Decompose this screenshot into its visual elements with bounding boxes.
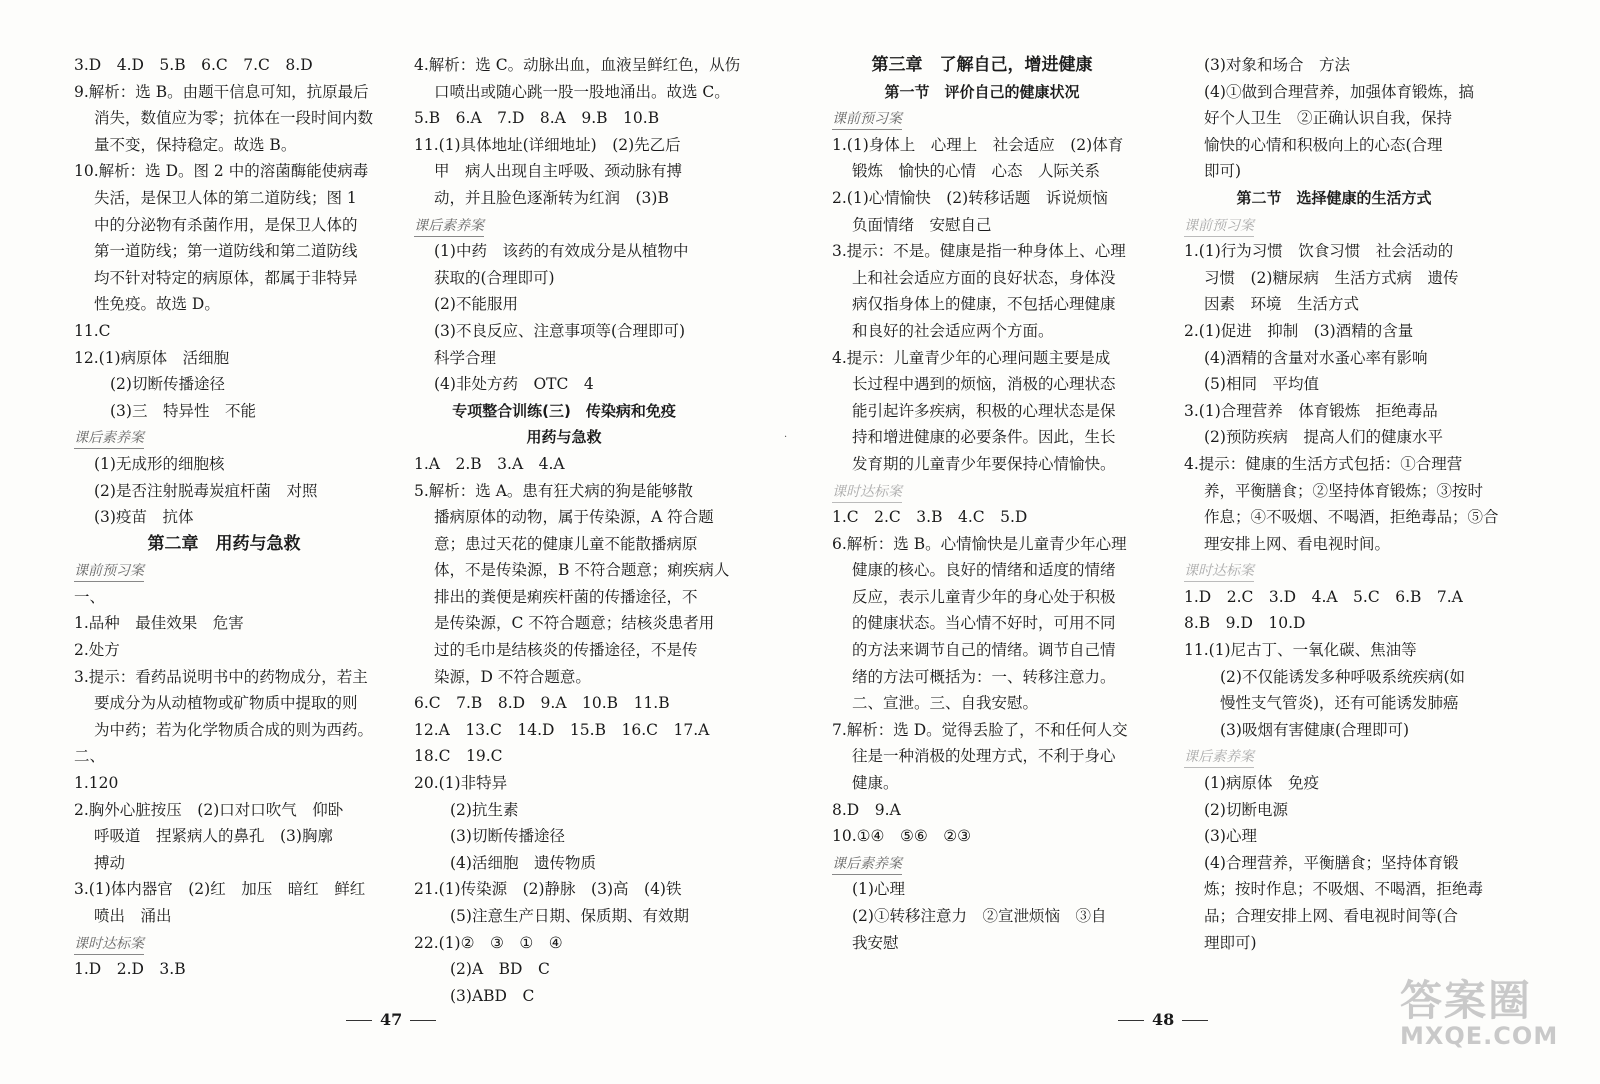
text-line: 是传染源，C 不符合题意；结核炎患者用: [434, 614, 715, 633]
text-line: 失活，是保卫人体的第二道防线；图 1: [94, 188, 357, 207]
text-line: 1.(1)行为习惯 饮食习惯 社会活动的: [1184, 242, 1454, 261]
text-line: 10.解析：选 D。图 2 中的溶菌酶能使病毒: [74, 162, 369, 181]
text-line: (3)疫苗 抗体: [94, 508, 194, 527]
text-line: 持和增进健康的必要条件。因此，生长: [852, 428, 1116, 447]
text-line: 6.解析：选 B。心情愉快是儿童青少年心理: [832, 534, 1127, 553]
text-line: 慢性支气管炎)，还有可能诱发肺癌: [1220, 694, 1459, 713]
section-tag: 课后素养案: [832, 854, 902, 875]
watermark-text: 答案圈: [1400, 976, 1533, 1025]
text-line: 21.(1)传染源 (2)静脉 (3)高 (4)铁: [414, 880, 682, 899]
text-line: 2.(1)心情愉快 (2)转移话题 诉说烦恼: [832, 188, 1108, 207]
section-title: 专项整合训练(三) 传染病和免疫: [452, 401, 676, 420]
text-line: 3.(1)合理营养 体育锻炼 拒绝毒品: [1184, 401, 1438, 420]
text-line: (2)不仅能诱发多种呼吸系统疾病(如: [1220, 667, 1466, 686]
text-line: 品；合理安排上网、看电视时间等(合: [1204, 907, 1459, 925]
text-line: 甲 病人出现自主呼吸、颈动脉有搏: [434, 162, 683, 181]
text-line: (4)酒精的含量对水蚤心率有影响: [1204, 348, 1428, 367]
text-line: (3)心理: [1204, 827, 1257, 846]
text-line: 8.B 9.D 10.D: [1184, 614, 1306, 633]
text-line: 9.解析：选 B。由题干信息可知，抗原最后: [74, 82, 369, 101]
text-line: (2)是否注射脱毒炭疽杆菌 对照: [94, 481, 318, 500]
text-line: 2.(1)促进 抑制 (3)酒精的含量: [1184, 321, 1414, 340]
text-line: 3.提示：看药品说明书中的药物成分，若主: [74, 667, 368, 686]
text-line: (3)切断传播途径: [450, 827, 565, 846]
text-line: (4)①做到合理营养，加强体育锻炼，搞: [1204, 82, 1474, 101]
text-line: (2)A BD C: [450, 960, 550, 979]
text-line: 绪的方法可概括为：一、转移注意力。: [852, 667, 1116, 686]
text-line: 排出的粪便是痢疾杆菌的传播途径，不: [434, 587, 698, 606]
text-line: 8.D 9.A: [832, 800, 901, 819]
text-line: 喷出 涌出: [94, 907, 172, 925]
text-line: (3)三 特异性 不能: [110, 401, 256, 420]
text-line: 1.120: [74, 774, 119, 793]
text-line: 上和社会适应方面的良好状态，身体没: [852, 268, 1116, 287]
text-line: 性免疫。故选 D。: [94, 295, 220, 314]
text-line: 均不针对特定的病原体，都属于非特异: [94, 268, 358, 287]
text-line: (4)合理营养，平衡膳食；坚持体育锻: [1204, 853, 1459, 872]
text-line: 为中药；若为化学物质合成的则为西药。: [94, 720, 374, 739]
section-title: 用药与急救: [526, 428, 602, 447]
text-line: 4.解析：选 C。动脉出血，血液呈鲜红色，从伤: [414, 56, 741, 74]
text-line: 炼；按时作息；不吸烟、不喝酒，拒绝毒: [1204, 880, 1484, 899]
text-line: 动，并且脸色逐渐转为红润 (3)B: [434, 188, 669, 207]
text-line: (5)注意生产日期、保质期、有效期: [450, 907, 689, 925]
section-title: 第二节 选择健康的生活方式: [1236, 188, 1432, 207]
text-line: 口喷出或随心跳一股一股地涌出。故选 C。: [434, 82, 730, 101]
text-line: 因素 环境 生活方式: [1204, 295, 1360, 314]
text-line: 10.①④ ⑤⑥ ②③: [832, 827, 972, 846]
right-page: [800, 0, 1600, 1084]
section-tag: 课后素养案: [414, 216, 484, 237]
text-line: 获取的(合理即可): [434, 268, 555, 287]
text-line: 病仅指身体上的健康，不包括心理健康: [852, 295, 1116, 314]
text-line: 12.(1)病原体 活细胞: [74, 348, 230, 367]
text-line: (3)吸烟有害健康(合理即可): [1220, 720, 1410, 739]
watermark-url: MXQE.COM: [1400, 1022, 1559, 1050]
text-line: 消失，数值应为零；抗体在一段时间内数: [94, 109, 374, 128]
text-line: (3)ABD C: [450, 986, 535, 1005]
text-line: (2)预防疾病 提高人们的健康水平: [1204, 428, 1443, 447]
text-line: 12.A 13.C 14.D 15.B 16.C 17.A: [414, 720, 710, 739]
text-line: 和良好的社会适应两个方面。: [852, 321, 1054, 340]
text-line: (1)中药 该药的有效成分是从植物中: [434, 242, 689, 261]
text-line: 的健康状态。当心情不好时，可用不同: [852, 614, 1116, 633]
text-line: 3.(1)体内器官 (2)红 加压 暗红 鲜红: [74, 880, 366, 899]
text-line: 7.解析：选 D。觉得丢脸了，不和任何人交: [832, 720, 1128, 739]
text-line: (2)①转移注意力 ②宣泄烦恼 ③自: [852, 907, 1107, 925]
text-line: 即可): [1204, 162, 1242, 181]
page-number: 47: [338, 1010, 444, 1029]
text-line: 量不变，保持稳定。故选 B。: [94, 135, 297, 154]
text-line: 愉快的心情和积极向上的心态(合理: [1204, 135, 1443, 154]
text-line: 6.C 7.B 8.D 9.A 10.B 11.B: [414, 694, 670, 713]
section-tag: 课前预习案: [832, 109, 902, 130]
text-line: 健康。: [852, 774, 899, 793]
section-tag: 课后素养案: [74, 428, 144, 449]
text-line: 科学合理: [434, 348, 497, 367]
text-line: (1)心理: [852, 880, 905, 899]
section-tag: 课后素养案: [1184, 747, 1254, 768]
text-line: (3)不良反应、注意事项等(合理即可): [434, 321, 686, 340]
text-line: 5.B 6.A 7.D 8.A 9.B 10.B: [414, 109, 660, 128]
text-line: (4)活细胞 遗传物质: [450, 853, 596, 872]
text-line: 二、: [74, 747, 106, 766]
section-tag: 课前预习案: [74, 561, 144, 582]
text-line: 3.D 4.D 5.B 6.C 7.C 8.D: [74, 56, 313, 74]
section-tag: 课时达标案: [1184, 561, 1254, 582]
text-line: 能引起许多疾病，积极的心理状态是保: [852, 401, 1116, 420]
text-line: 理安排上网、看电视时间。: [1204, 534, 1391, 553]
text-line: 22.(1)② ③ ① ④: [414, 933, 563, 952]
text-line: 第一道防线；第一道防线和第二道防线: [94, 242, 358, 261]
center-mark: ·: [784, 432, 788, 443]
text-line: 理即可): [1204, 933, 1257, 952]
left-column-2: [414, 52, 744, 1009]
text-line: 负面情绪 安慰自己: [852, 215, 992, 234]
text-line: 好个人卫生 ②正确认识自我，保持: [1204, 109, 1453, 128]
text-line: 要成分为从动植物或矿物质中提取的则: [94, 694, 358, 713]
text-line: 20.(1)非特异: [414, 774, 508, 793]
text-line: 长过程中遇到的烦恼，消极的心理状态: [852, 375, 1116, 394]
text-line: 作息；④不吸烟、不喝酒，拒绝毒品；⑤合: [1204, 508, 1499, 527]
text-line: 锻炼 愉快的心情 心态 人际关系: [852, 162, 1101, 181]
text-line: 体，不是传染源，B 不符合题意；痢疾病人: [434, 561, 730, 580]
text-line: 播病原体的动物，属于传染源，A 符合题: [434, 508, 714, 527]
right-column-1: [832, 52, 1162, 956]
text-line: 4.提示：儿童青少年的心理问题主要是成: [832, 348, 1111, 367]
text-line: 1.C 2.C 3.B 4.C 5.D: [832, 508, 1028, 527]
watermark-logo: [1400, 968, 1585, 1068]
text-line: 养，平衡膳食；②坚持体育锻炼；③按时: [1204, 481, 1484, 500]
text-line: 1.品种 最佳效果 危害: [74, 614, 244, 633]
text-line: 1.(1)身体上 心理上 社会适应 (2)体育: [832, 135, 1124, 154]
text-line: 意；患过天花的健康儿童不能散播病原: [434, 534, 698, 553]
right-column-2: [1184, 52, 1514, 956]
text-line: 一、: [74, 587, 106, 606]
text-line: 18.C 19.C: [414, 747, 503, 766]
text-line: 过的毛巾是结核炎的传播途径，不是传: [434, 641, 698, 660]
text-line: 1.D 2.D 3.B: [74, 960, 186, 979]
text-line: 11.(1)具体地址(详细地址) (2)先乙后: [414, 135, 681, 154]
text-line: 健康的核心。良好的情绪和适度的情绪: [852, 561, 1116, 580]
text-line: (5)相同 平均值: [1204, 375, 1319, 394]
text-line: 的方法来调节自己的情绪。调节自己情: [852, 641, 1116, 660]
text-line: (2)切断传播途径: [110, 375, 225, 394]
text-line: (2)不能服用: [434, 295, 518, 314]
section-tag: 课时达标案: [832, 482, 902, 503]
section-title: 第一节 评价自己的健康状况: [884, 82, 1080, 101]
text-line: 搏动: [94, 853, 126, 872]
text-line: 11.C: [74, 321, 111, 340]
text-line: (1)病原体 免疫: [1204, 774, 1319, 793]
section-tag: 课前预习案: [1184, 216, 1254, 237]
text-line: 3.提示：不是。健康是指一种身体上、心理: [832, 242, 1126, 261]
text-line: 染源，D 不符合题意。: [434, 667, 591, 686]
chapter-title: 第二章 用药与急救: [147, 533, 301, 554]
text-line: (1)无成形的细胞核: [94, 454, 225, 473]
text-line: 发育期的儿童青少年要保持心情愉快。: [852, 454, 1116, 473]
text-line: 5.解析：选 A。患有狂犬病的狗是能够散: [414, 481, 693, 500]
text-line: 1.D 2.C 3.D 4.A 5.C 6.B 7.A: [1184, 587, 1463, 606]
page-number: 48: [1110, 1010, 1216, 1029]
text-line: 2.处方: [74, 641, 120, 660]
text-line: 习惯 (2)糖尿病 生活方式病 遗传: [1204, 268, 1459, 287]
text-line: (2)切断电源: [1204, 800, 1288, 819]
text-line: 1.A 2.B 3.A 4.A: [414, 454, 565, 473]
text-line: (3)对象和场合 方法: [1204, 56, 1350, 74]
text-line: 二、宣泄。三、自我安慰。: [852, 694, 1039, 713]
text-line: 往是一种消极的处理方式，不利于身心: [852, 747, 1116, 766]
text-line: 呼吸道 捏紧病人的鼻孔 (3)胸廓: [94, 827, 333, 846]
text-line: 反应，表示儿童青少年的身心处于积极: [852, 587, 1116, 606]
chapter-title: 第三章 了解自己，增进健康: [871, 55, 1093, 75]
text-line: 11.(1)尼古丁、一氧化碳、焦油等: [1184, 641, 1417, 660]
text-line: (2)抗生素: [450, 800, 519, 819]
text-line: 我安慰: [852, 933, 899, 952]
text-line: 中的分泌物有杀菌作用，是保卫人体的: [94, 215, 358, 234]
text-line: (4)非处方药 OTC 4: [434, 375, 594, 394]
text-line: 4.提示：健康的生活方式包括：①合理营: [1184, 454, 1463, 473]
left-column-1: [74, 52, 394, 983]
text-line: 2.胸外心脏按压 (2)口对口吹气 仰卧: [74, 800, 344, 819]
section-tag: 课时达标案: [74, 934, 144, 955]
